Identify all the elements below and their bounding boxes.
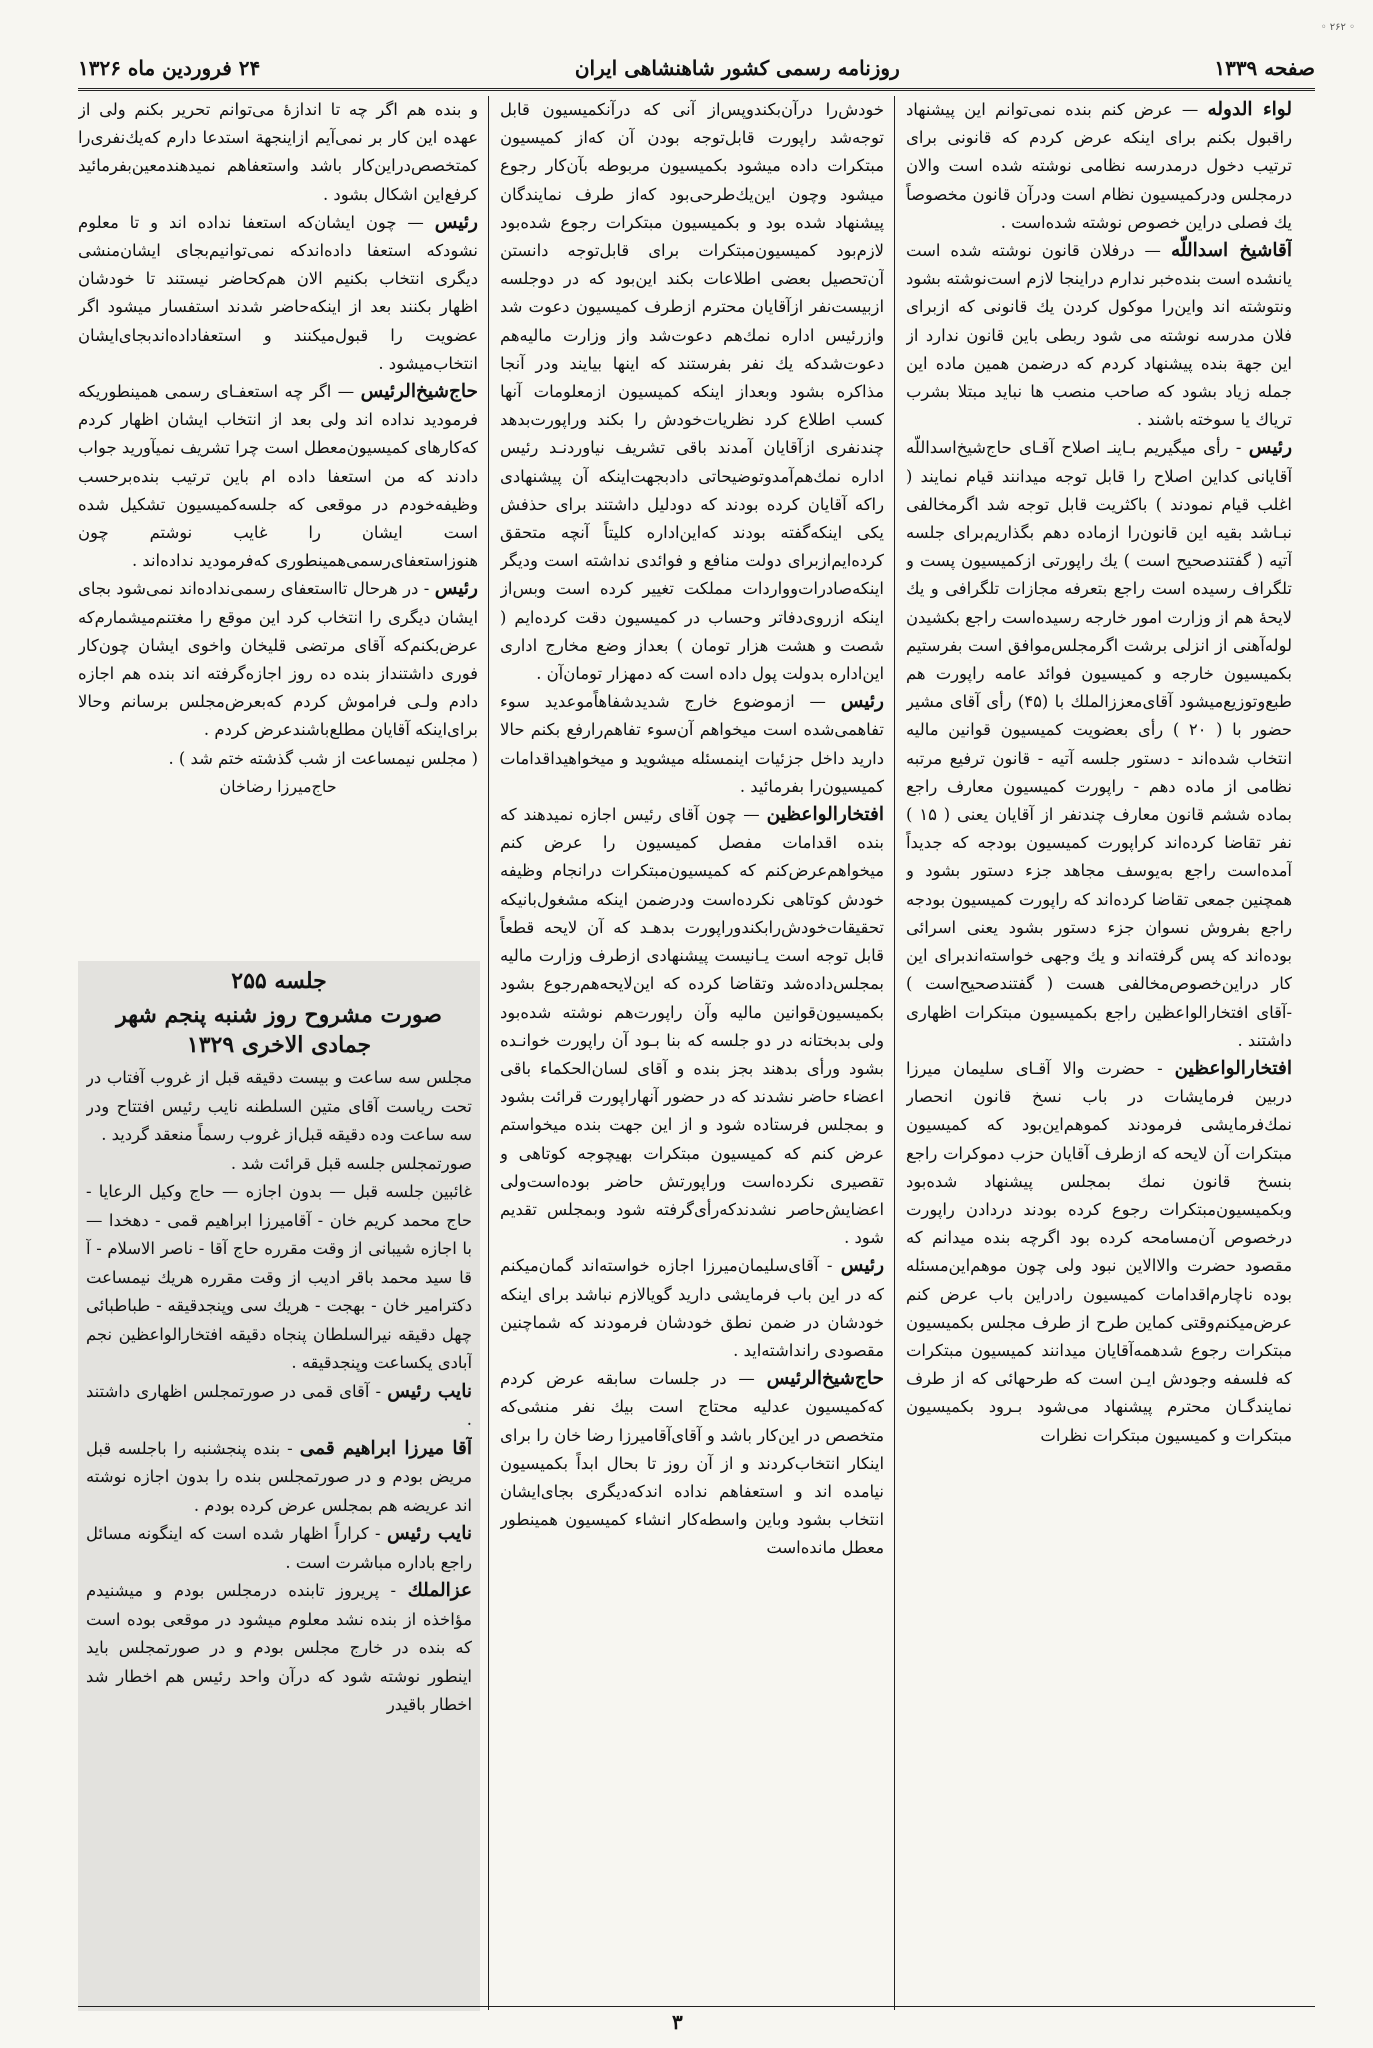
speaker-name: نایب رئیس [387, 1380, 472, 1402]
paragraph-text: - آقای‌سلیمان‌میرزا اجازه خواسته‌اند گمان‌میکنم که در این باب فرمایشی دارید گویالازم نباشد برای اینکه خودشان در ضمن نطق خودشان فرمودند که شماچنین مقصودی رانداشته‌اید . [500, 1256, 884, 1360]
paragraph-text: - در هرحال تااستعفای رسمی‌نداده‌اند نمی‌شود بجای ایشان دیگری را انتخاب کرد این موقع را مغتنم‌میشمارم‌که عرض‌بکنم‌که آقای مرتضی قلیخان واخوی ایشان چون‌کار فوری داشتنداز بنده ده روز اجازه‌گرفته اند بنده هم اجازه دادم ولـی فراموش کردم که‌بعرض‌مجلس برسانم وحالا برای‌اینکه آقایان مطلع‌باشند‌عرض کردم . [78, 579, 478, 740]
speaker-name: افتخارالواعظین [1174, 1057, 1292, 1079]
paragraph-text: - کراراً اظهار شده است که اینگونه مسائل راجع باداره مباشرت است . [86, 1524, 472, 1572]
paragraph-text: — چون ایشان‌که استعفا نداده اند و تا معلوم نشود‌که استعفا داده‌اند‌که نمی‌توانیم‌بجای ایشان‌منشی دیگری انتخاب بکنیم الان هم‌کحاضر نیستند تا خودشان اظهار بکنند بعد از اینکه‌حاضر شدند استفسار میشود اگر عضویت را قبول‌میکنند و استعفاداده‌اندبجای‌ایشان انتخاب‌میشود . [78, 212, 478, 373]
paragraph-text: — درفلان قانون نوشته شده است یانشده است بنده‌خبر ندارم دراینجا لازم است‌نوشته بشود ونتوشته اند واین‌را موکول کردن یك قانونی که ازبرای فلان مدرسه نوشته می شود ربطی باین قانون ندارد از این جهة بنده پیشنهاد کردم که درضمن همین ماده این جمله زیاد بشود که صاحب منصب ها نباید مبتلا بشرب تریاك یا سوخته باشند . [906, 241, 1292, 430]
speaker-name: رئیس [840, 1255, 884, 1277]
page-label: صفحه ۱۳۳۹ [1214, 56, 1315, 80]
speaker-name: آقا میرزا ابراهیم قمی [299, 1437, 472, 1459]
paragraph-text: - بنده پنجشنبه را باجلسه قبل مریض بودم و در صورتمجلس بنده را بدون اجازه نوشته اند عریضه هم بمجلس عرض کرده بودم . [86, 1438, 472, 1515]
newspaper-title: روزنامه رسمی کشور شاهنشاهی ایران [574, 56, 900, 80]
paragraph [86, 1178, 472, 1378]
paragraph [906, 96, 1292, 237]
column-divider-right [894, 96, 895, 2010]
paragraph [78, 745, 478, 773]
paragraph-text: ( مجلس نیمساعت از شب گذشته ختم شد ) . [168, 748, 478, 768]
column-divider-left [488, 96, 489, 2010]
paragraph-text: — ازموضوع خارج شدید‌شفاهاً‌موعدید سوء تفاهمی‌شده است میخواهم آن‌سوء تفاهم‌رارفع بکنم حالا دارید داخل جزئیات اینمسئله میشوید و میخواهیداقدامات کمیسیون‌را بفرمائید . [500, 692, 884, 796]
paragraph-text: - حضرت والا آقـای سلیمان میرزا دربین فرمایشات در باب نسخ قانون انحصار نمك‌فرمایشی فرمودند کموهم‌این‌بود که کمیسیون مبتکرات آن لایحه که ازطرف آقایان حزب دموکرات راجع بنسخ قانون نمك بمجلس پیشنهاد شده‌بود وبکمیسیون‌مبتکرات رجوع کرده بودند دردادن راپورت درخصوص آن‌مسامحه کرده بود اگرچه بنده میدانم که مقصود حضرت والاالاین نبود ولی چون موهم‌این‌مسئله بوده ناچارم‌اقدامات کمیسیون رادراین باب عرض کنم عرض‌میکنم‌وقتی کماین طرح از طرف مجلس بکمیسیون مبتکرات رجوع شدهمه‌آقایان میدانند کمیسیون مبتکرات که فلسفه وجودش ایـن است که طرحهائی که از طرف نمایندگـان محترم پیشنهاد می‌شود بـرود بکمیسیون مبتکرات و کمیسیون مبتکرات نظرات [906, 1058, 1292, 1445]
speaker-name: رئیس [1248, 437, 1292, 459]
paragraph [500, 1252, 884, 1365]
paragraph-text: — چون آقای رئیس اجازه نمیدهند که بنده اقدامات مفصل کمیسیون را عرض کنم میخواهم‌عرض‌کنم که کمیسیون‌مبتکرات درانجام وظیفه خودش کوتاهی نکرده‌است ودرضمن اینکه مشغول‌بانیکه تحقیقات‌خودش‌رابکندوراپورت بدهـد که آن لایحه قطعاً قابل توجه است یـانیست پیشنهادی ازطرف وزارت مالیه بمجلس‌داده‌شد وتقاضا کرده که این‌لایحه‌هم‌رجوع بشود بکمیسیون‌قوانین مالیه وآن راپورت‌هم نوشته شده‌بود ولی بدبختانه در دو جلسه که بنا بـود آن راپورت خوانـده بشود ورأی بدهند بجز بنده و آقای لسان‌الحکماء باقی اعضاء حاضر نشدند که در حضور آنهاراپورت قرائت بشود و بمجلس فرستاده شود و از این جهت بنده میخواستم عرض کنم که کمیسیون مبتکرات بهیچوجه کوتاهی و تقصیری نکرده‌است وراپورتش حاضر بوده‌است‌ولی اعضایش‌حاصر نشدند‌که‌رأی‌گرفته شود وبمجلس تقدیم شود . [500, 805, 884, 1248]
paragraph [86, 1378, 472, 1435]
speaker-name: لواء الدوله [1207, 99, 1292, 120]
session-column [86, 966, 472, 2006]
paragraph-text: - رأی میگیریم بـاینـ اصلاح آقـای حاج‌شیخ‌اسداللّه آقایانی کداین اصلاح را قابل توجه میدانند قیام نمایند ( اغلب قیام نمودند ) باکثریت قابل توجه شد اگرمخالفی نبـاشد بقیه این قانون‌را ازماده دهم بگذاریم‌برای جلسه آتیه ( گفتندصحیح است ) یك راپورتی ازکمیسیون پست و تلگراف رسیده است راجع بتعرفه مجازات تلگرافی و یك لایحۀ هم از وزارت امور خارجه رسیده‌است راجع بکشیدن لوله‌آهنی از انزلی برشت اگرمجلس‌موافق است بفرستیم بکمیسیون خارجه و کمیسیون فوائد عامه راپورت هم طبع‌وتوزیع‌میشود آقای‌معززالملك با (۴۵) رأی آقای مشیر حضور با ( ۲۰ ) رأی بعضویت کمیسیون قوانین مالیه انتخاب شده‌اند - دستور جلسه آتیه - قانون ترفیع مرتبه نظامی از ماده دهم - راپورت کمیسیون معارف راجع بماده ششم قانون معارف چندنفر از آقایان یعنی ( ۱۵ ) نفر تقاضا کرده‌اند کراپورت کمیسیون بودجه که جدیداً آمده‌است راجع به‌یوسف مجاهد جزء دستور بشود و همچنین جمعی تقاضا کرده‌اند که راپورت کمیسیون بودجه راجع بفروش نسوان جزء دستور بشود یعنی اسرائی بوده‌اند که پس گرفته‌اند و یك وجهی خواسته‌اندبرای این کار دراین‌خصوص‌مخالفی هست ( گفتندصحیح‌است ) -آقای افتخارالواعظین راجع بکمیسیون مبتکرات اظهاری داشتند . [906, 438, 1292, 1050]
paragraph [78, 96, 478, 209]
speaker-name: رئیس [434, 578, 478, 600]
session-heading: صورت مشروح روز شنبه پنجم شهر جمادی الاخری ۱۳۲۹ [116, 1002, 442, 1058]
signature: حاج‌میرزا رضاخان [219, 776, 337, 796]
column-right [906, 96, 1292, 2010]
paragraph [86, 1435, 472, 1521]
paragraph [78, 378, 478, 575]
paragraph-text: — در جلسات سابقه عرض کردم که‌کمیسیون عدلیه محتاج است بیك نفر منشی‌که متخصص در این‌کار باشد و آقای‌آقامیرزا رضا خان را برای اینکار انتخاب‌کردند و از آن روز تا بحال ابداً بکمیسیون نیامده اند و استعفاهم نداده اندکه‌دیگری بجای‌ایشان انتخاب بشود وباین واسطه‌کار انشاء کمیسیون همینطور معطل مانده‌است [500, 1369, 884, 1558]
paragraph [86, 1520, 472, 1577]
speaker-name: رئیس [840, 691, 884, 713]
paragraph [906, 1055, 1292, 1450]
page-header [78, 50, 1315, 86]
paragraph-text: غائبین جلسه قبل — بدون اجازه — حاج وکیل الرعایا - حاج محمد کریم خان - آقامیرزا ابراهیم قمی - دهخدا — با اجازه شیبانی از وقت مقرره حاج آقا - ناصر الاسلام - آ قا سید محمد باقر ادیب از وقت مقرره هریك نیمساعت دکترامیر خان - بهجت - هریك سی وپنجدقیقه - طباطبائی چهل دقیقه نیرالسلطان پنجاه دقیقه افتخارالواعظین نجم آبادی یکساعت وپنجدقیقه . [86, 1182, 472, 1372]
speaker-name: رئیس [434, 211, 478, 233]
corner-stamp: ◦ ۲۶۲ ◦ [1320, 22, 1355, 33]
paragraph-text: مجلس سه ساعت و بیست دقیقه قبل از غروب آفتاب در تحت ریاست آقای متین السلطنه نایب رئیس افتتاح ودر سه ساعت وده دقیقه قبل‌از غروب رسماً منعقد گردید . [86, 1068, 472, 1144]
paragraph-text: — عرض کنم بنده نمی‌توانم این پیشنهاد راقبول بکنم برای اینکه عرض کردم که قانونی برای ترتیب دخول درمدرسه نظامی نوشته شده است والان درمجلس ودرکمیسیون نظام است ودرآن قانون مخصوصاً یك فصلی دراین خصوص نوشته شده‌است . [906, 100, 1292, 232]
footer-rule [78, 2006, 1315, 2007]
speaker-name: نایب رئیس [387, 1523, 472, 1544]
column-middle [500, 96, 884, 2010]
paragraph [500, 688, 884, 801]
speaker-name: عزالملك [407, 1580, 472, 1601]
paragraph [78, 209, 478, 378]
header-rule [78, 88, 1315, 91]
paragraph-text: خودش‌را درآن‌بکندوپس‌از آنی که درآنکمیسیون قابل توجه‌شد راپورت قابل‌توجه بودن آن که‌از کمیسیون مبتکرات داده میشود بکمیسیون مربوطه بآن‌کار رجوع میشود وچون این‌یك‌طرحی‌بود که‌از طرف نمایندگان پیشنهاد شده بود و بکمیسیون مبتکرات رجوع شده‌بود لازم‌بود کمیسیون‌مبتکرات برای قابل‌توجه دانستن آن‌تحصیل بعضی اطلاعات بکند این‌بود که در دوجلسه ازبیست‌نفر ازآقایان محترم ازطرف کمیسیون دعوت شد وازرئیس اداره نمك‌هم دعوت‌شد واز وزارت مالیه‌هم دعوت‌شدکه یك نفر بفرستند که اینها بیایند ودر آنجا مذاکره بشود وبعداز اینکه کمیسیون ازمعلومات آنها کسب اطلاع کرد نظریات‌خودش را بکند وراپورت‌بدهد چندنفری ازآقایان آمدند باقی تشریف نیاوردنـد رئیس اداره نمك‌هم‌آمدوتوضیحاتی دادبجهت‌اینکه آن پیشنهادی راکه آقایان کرده بودند که دودلیل داشتند برای حذفش یکی اینکه‌گفته بودند که‌این‌اداره کلیتاً آنچه متحقق کرده‌ایم‌ازبرای دولت منافع و فوائدی نداشته است ودیگر اینکه‌صادرات‌وواردات مملکت تغییر کرده است وبس‌از اینکه ازروی‌دفاتر وحساب در کمیسیون دقت کرده‌ایم ( شصت و هشت هزار تومان ) بعداز وضع مخارج اداری این‌اداره بدولت پول داده است که دمهزار تومان‌آن . [500, 100, 884, 684]
paragraph [78, 575, 478, 744]
paragraph-text: - پریروز تابنده درمجلس بودم و میشنیدم مؤاخذه از بنده نشد معلوم میشود در موقعی بوده است که بنده در خارج مجلس بودم و در صورتمجلس باید اینطور نوشته شود که درآن واحد رئیس هم اخطار شد اخطار باقیدر [86, 1581, 472, 1714]
paragraph [500, 96, 884, 688]
column-left [78, 96, 478, 958]
paragraph [86, 1577, 472, 1720]
paragraph-text: صورتمجلس جلسه قبل قرائت شد . [230, 1153, 472, 1173]
speaker-name: حاج‌شیخ‌الرئیس [766, 1368, 884, 1390]
speaker-name: آقاشیخ اسداللّه [1170, 240, 1292, 262]
paragraph [906, 237, 1292, 434]
paragraph [500, 1365, 884, 1562]
issue-date: ۲۴ فروردین ماه ۱۳۲۶ [78, 56, 261, 80]
paragraph-text: و بنده هم اگر چه تا اندازۀ می‌توانم تحریر بکنم ولی از عهده این کار بر نمی‌آیم ازاینجهة استدعا دارم که‌یك‌نفری‌را کمتخصص‌دراین‌کار باشد واستعفاهم نمیدهند‌معین‌بفرمائید کرفع‌این اشکال بشود . [78, 100, 478, 204]
paragraph [906, 434, 1292, 1054]
paragraph-text: — اگر چه استعفـای رسمی همینطوریکه فرمودید نداده اند ولی بعد از انتخاب ایشان اظهار کردم که‌کارهای کمیسیون‌معطل است چرا تشریف نمیآورید جواب دادند که من استعفا داده ام باین ترتیب بنده‌برحسب وظیفه‌خودم در موقعی که جلسه‌کمیسیون تشکیل شده است ایشان را غایب نوشتم چون هنوزاستعفای‌رسمی‌همینطوری که‌فرمودید نداده‌اند . [78, 382, 478, 571]
speaker-name: حاج‌شیخ‌الرئیس [360, 381, 478, 403]
paragraph [500, 801, 884, 1252]
speaker-name: افتخارالواعظین [766, 804, 884, 826]
paragraph-text: - آقای قمی در صورتمجلس اظهاری داشتند . [86, 1381, 472, 1429]
session-number: جلسه ۲۵۵ [231, 968, 327, 994]
paragraph [86, 1150, 472, 1179]
paragraph [86, 1064, 472, 1150]
page-number: ۳ [672, 2010, 683, 2034]
